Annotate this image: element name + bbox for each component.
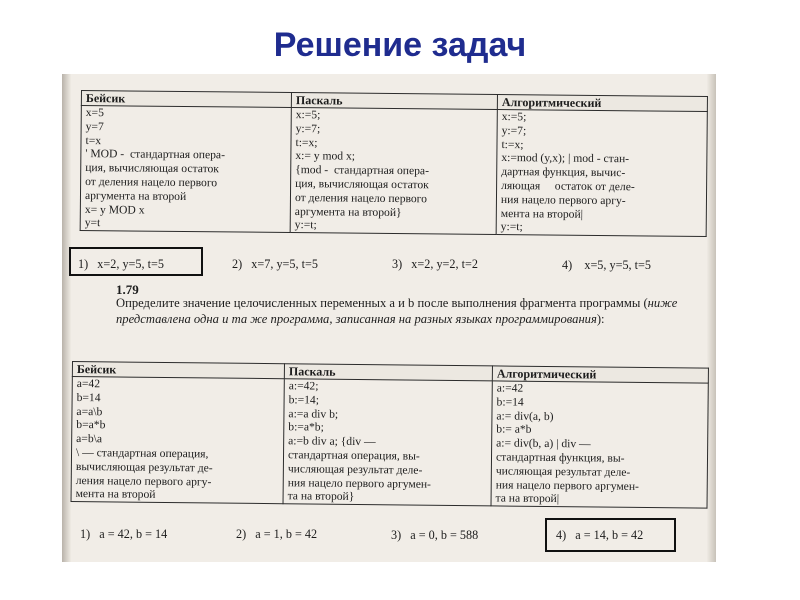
code-algorithmic: a:=42 b:=14 a:= div(a, b) b:= a*b a:= div(b, a) | div — стандартная функция, вы- числяющая результат деле- ния нацело первого аргумен- та на второй| — [491, 381, 708, 508]
header-basic: Бейсик — [81, 91, 291, 108]
answer-number: 3) — [392, 257, 403, 271]
answer-number: 3) — [391, 528, 402, 542]
problem-number: 1.79 — [116, 282, 139, 297]
answer-text: a = 1, b = 42 — [255, 527, 318, 541]
answer-number: 2) — [232, 257, 243, 271]
answer-option-3 — [391, 528, 478, 543]
correct-answer-box — [69, 247, 203, 276]
answer-option-2 — [236, 527, 317, 542]
code-algorithmic: x:=5; y:=7; t:=x; x:=mod (y,x); | mod - стан- дартная функция, вычис- ляющая остаток от деле- ния нацело первого аргу- мента на второй| y:=t; — [496, 109, 707, 236]
problem-text-end: ): — [596, 311, 605, 326]
answer-number: 4) — [556, 528, 567, 542]
code-pascal: x:=5; y:=7; t:=x; x:= y mod x; {mod - стандартная опера- ция, вычисляющая остаток от деления нацело первого аргумента на второй} y:=t; — [290, 108, 497, 235]
header-basic: Бейсик — [72, 362, 284, 379]
answer-option-2 — [232, 257, 318, 272]
table-row — [80, 106, 707, 237]
answer-option-1 — [80, 527, 167, 542]
header-algorithmic: Алгоритмический — [492, 366, 708, 383]
table-row — [71, 377, 708, 509]
correct-answer-box — [545, 518, 676, 552]
problem-statement — [116, 296, 706, 327]
answer-text: a = 42, b = 14 — [99, 527, 168, 541]
answer-text: x=2, y=5, t=5 — [97, 257, 164, 271]
answer-number: 2) — [236, 527, 247, 541]
answer-text: x=5, y=5, t=5 — [584, 258, 652, 272]
answer-text: x=7, y=5, t=5 — [251, 257, 318, 271]
answer-number: 1) — [78, 257, 89, 271]
answer-text: a = 0, b = 588 — [410, 528, 479, 542]
code-table-1 — [80, 90, 708, 237]
scan-shadow-right — [707, 74, 716, 562]
problem-text: Определите значение целочисленных переменных a и b после выполнения фрагмента программы ( — [116, 296, 648, 310]
code-basic: x=5 y=7 t=x ' MOD - стандартная опера- ция, вычисляющая остаток от деления нацело первого аргумента на второй x= y MOD x y=t — [80, 106, 291, 233]
answer-number: 1) — [80, 527, 91, 541]
answer-text: a = 14, b = 42 — [575, 528, 644, 542]
slide-title: Решение задач — [273, 26, 527, 64]
answer-option-4 — [562, 258, 651, 273]
code-pascal: a:=42; b:=14; a:=a div b; b:=a*b; a:=b div a; {div — стандартная операция, вы- числяющая результат деле- ния нацело первого аргумен- та на второй} — [283, 379, 492, 506]
answer-number: 4) — [562, 258, 573, 272]
scan-shadow-left — [62, 74, 71, 562]
header-algorithmic: Алгоритмический — [497, 94, 707, 111]
problem-text-italic: ниже представлена одна и та же программа, записанная на разных языках программирования — [116, 296, 678, 326]
answer-option-3 — [392, 257, 478, 272]
answer-text: x=2, y=2, t=2 — [411, 257, 478, 271]
header-pascal: Паскаль — [291, 93, 497, 110]
header-pascal: Паскаль — [284, 364, 492, 381]
code-table-2 — [71, 361, 709, 509]
code-basic: a=42 b=14 a=a\b b=a*b a=b\a \ — стандартная операция, вычисляющая результат де- ления нацело первого аргу- мента на второй — [71, 377, 284, 504]
